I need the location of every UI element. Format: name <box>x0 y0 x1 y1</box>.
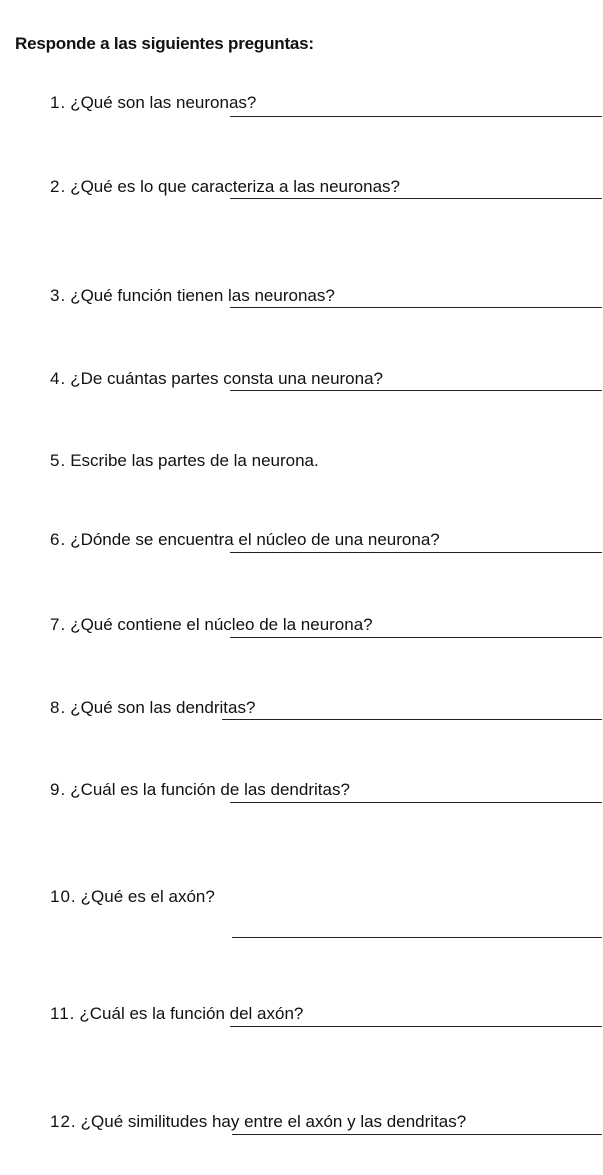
question-2 <box>50 177 400 197</box>
question-3 <box>50 286 335 306</box>
question-number: 1. <box>50 93 67 112</box>
question-9 <box>50 780 350 800</box>
question-number: 2. <box>50 177 67 196</box>
question-6 <box>50 530 440 550</box>
question-text: ¿Qué son las dendritas? <box>70 698 256 717</box>
question-number: 12. <box>50 1112 77 1131</box>
question-7 <box>50 615 373 635</box>
answer-line-8[interactable] <box>222 719 602 720</box>
question-number: 3. <box>50 286 67 305</box>
question-text: ¿De cuántas partes consta una neurona? <box>70 369 384 388</box>
question-5 <box>50 451 319 471</box>
answer-line-11[interactable] <box>230 1026 602 1027</box>
question-text: ¿Qué similitudes hay entre el axón y las dendritas? <box>80 1112 467 1131</box>
question-text: Escribe las partes de la neurona. <box>70 451 319 470</box>
question-number: 10. <box>50 887 77 906</box>
answer-line-10[interactable] <box>232 937 602 938</box>
question-number: 8. <box>50 698 67 717</box>
question-number: 9. <box>50 780 67 799</box>
question-text: ¿Qué es lo que caracteriza a las neuronas? <box>70 177 400 196</box>
question-text: ¿Qué son las neuronas? <box>70 93 257 112</box>
question-number: 7. <box>50 615 67 634</box>
answer-line-12[interactable] <box>232 1134 602 1135</box>
question-1 <box>50 93 256 113</box>
question-11 <box>50 1004 303 1024</box>
question-10 <box>50 887 215 907</box>
answer-line-6[interactable] <box>230 552 602 553</box>
answer-line-4[interactable] <box>230 390 602 391</box>
answer-line-3[interactable] <box>230 307 602 308</box>
answer-line-1[interactable] <box>230 116 602 117</box>
question-number: 6. <box>50 530 67 549</box>
question-text: ¿Qué contiene el núcleo de la neurona? <box>70 615 373 634</box>
question-number: 4. <box>50 369 67 388</box>
question-text: ¿Cuál es la función de las dendritas? <box>70 780 350 799</box>
question-text: ¿Qué es el axón? <box>80 887 215 906</box>
question-text: ¿Qué función tienen las neuronas? <box>70 286 335 305</box>
question-4 <box>50 369 383 389</box>
answer-line-9[interactable] <box>230 802 602 803</box>
answer-line-7[interactable] <box>230 637 602 638</box>
question-number: 5. <box>50 451 67 470</box>
answer-line-2[interactable] <box>230 198 602 199</box>
question-8 <box>50 698 255 718</box>
worksheet-title: Responde a las siguientes preguntas: <box>15 34 314 53</box>
question-text: ¿Dónde se encuentra el núcleo de una neurona? <box>70 530 440 549</box>
question-12 <box>50 1112 466 1132</box>
question-text: ¿Cuál es la función del axón? <box>79 1004 304 1023</box>
question-number: 11. <box>50 1004 76 1023</box>
